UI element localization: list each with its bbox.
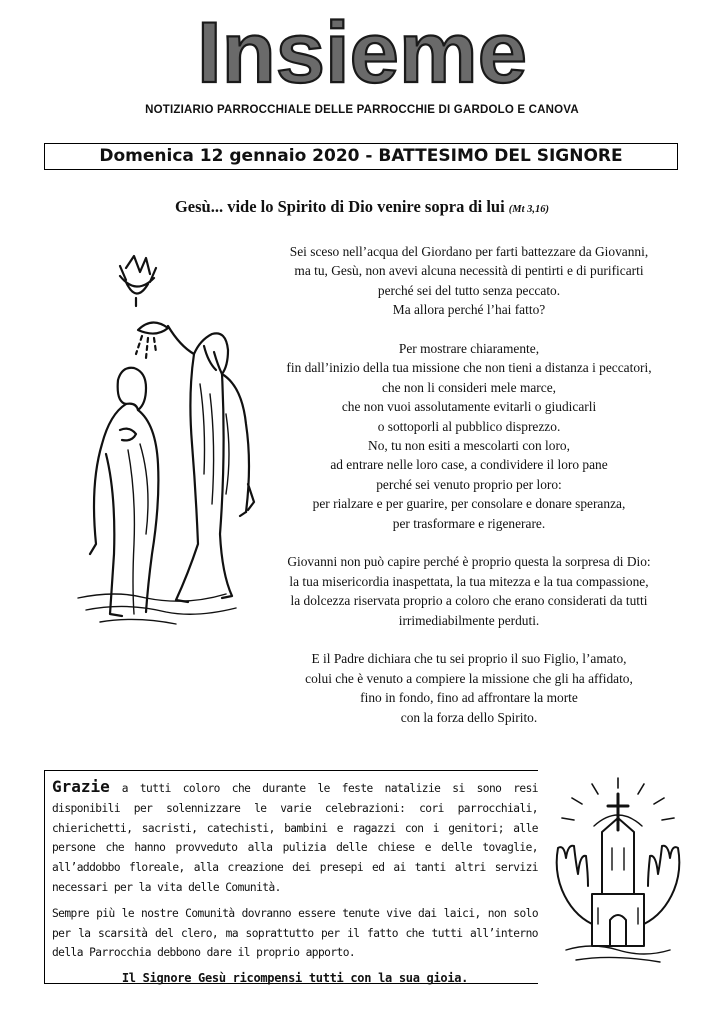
headline <box>0 197 724 217</box>
thanks-notice <box>44 770 538 984</box>
baptism-illustration-icon <box>76 254 266 634</box>
thanks-paragraph: Grazie a tutti coloro che durante le feste natalizie si sono resi disponibili per solennizzare le varie celebrazioni: cori parrocchiali, chierichetti, sacristi, catechisti, bambini e ragazzi con i genitori; alle persone che hanno provveduto alla pulizia delle chiese e delle tovaglie, all’addobbo floreale, alla creazione dei presepi ed ai tanti altri servizi necessari per la vita delle Comunità. <box>52 777 538 894</box>
dove-icon <box>120 256 156 306</box>
headline-text: Gesù... vide lo Spirito di Dio venire sopra di lui <box>174 197 505 216</box>
masthead <box>0 14 724 94</box>
newsletter-subtitle: NOTIZIARIO PARROCCHIALE DELLE PARROCCHIE DI GARDOLO E CANOVA <box>145 104 579 116</box>
stanza: E il Padre dichiara che tu sei proprio il suo Figlio, l’amato, colui che è venuto a compiere la missione che gli ha affidato, fino in fondo, fino ad affrontare la morte con la forza dello Spirito. <box>305 651 633 725</box>
masthead-title: Insieme <box>197 14 527 94</box>
stanza: Giovanni non può capire perché è proprio questa la sorpresa di Dio: la tua misericordia inaspettata, la tua mitezza e la tua compassione, la dolcezza riservata proprio a coloro che erano considerati da tutti irrimediabilmente perduti. <box>287 554 651 628</box>
masthead-logo <box>182 14 542 94</box>
stanza: Per mostrare chiaramente, fin dall’inizio della tua missione che non tieni a distanza i peccatori, che non li consideri mele marce, che non vuoi assolutamente evitarli o giudicarli o sottoporli al pubblico disprezzo. No, tu non esiti a mescolarti con loro, ad entrare nelle loro case, a condividere il loro pane perché sei venuto proprio per loro: per rialzare e per guarire, per consolare e donare speranza, per trasformare e rigenerare. <box>286 341 652 531</box>
thanks-paragraph: Sempre più le nostre Comunità dovranno essere tenute vive dai laici, non solo per la scarsità del clero, ma soprattutto per il fatto che tutti all’interno della Parrocchia debbono dare il proprio apporto. <box>52 906 538 960</box>
date-banner: Domenica 12 gennaio 2020 - BATTESIMO DEL SIGNORE <box>44 143 678 170</box>
thanks-lead-word: Grazie <box>52 777 110 796</box>
headline-reference: (Mt 3,16) <box>508 204 550 215</box>
meditation-text <box>264 242 674 747</box>
thanks-closing: Il Signore Gesù ricompensi tutti con la sua gioia. <box>121 971 469 986</box>
church-hands-illustration-icon <box>552 774 684 974</box>
stanza: Sei sceso nell’acqua del Giordano per farti battezzare da Giovanni, ma tu, Gesù, non avevi alcuna necessità di pentirti e di purificarti perché sei del tutto senza peccato. Ma allora perché l’hai fatto? <box>289 244 649 318</box>
